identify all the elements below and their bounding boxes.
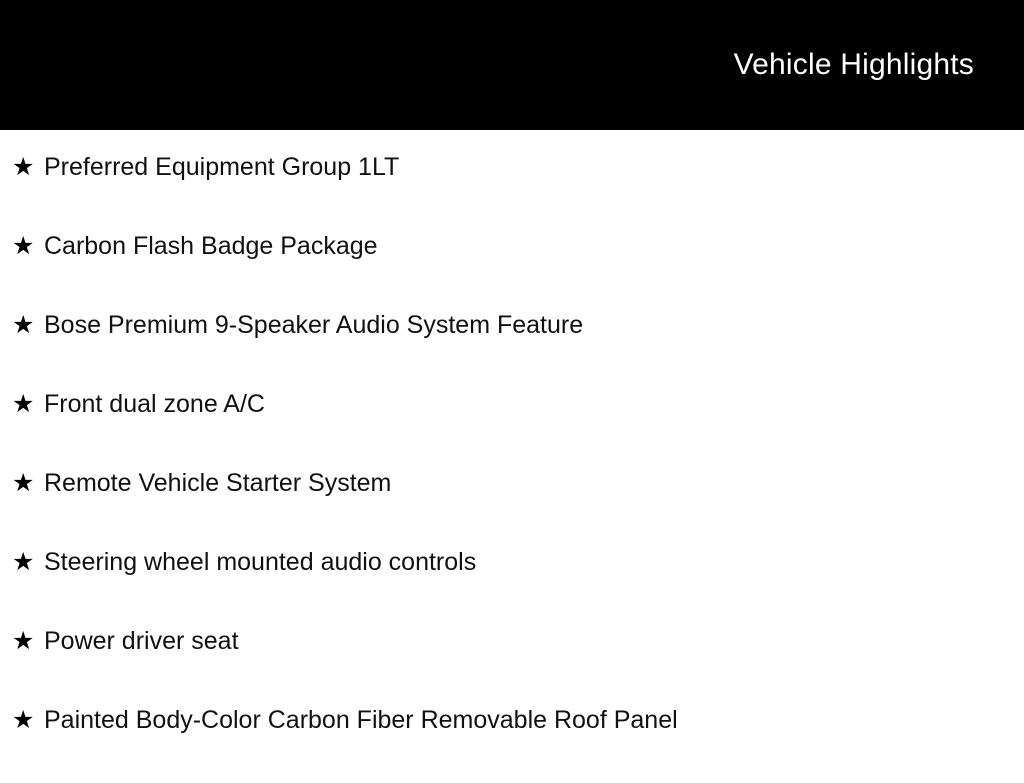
- highlight-label: Painted Body-Color Carbon Fiber Removable Roof Panel: [44, 706, 678, 734]
- highlight-label: Remote Vehicle Starter System: [44, 469, 392, 497]
- highlight-label: Power driver seat: [44, 627, 239, 655]
- star-icon: ★: [12, 153, 35, 181]
- star-icon: ★: [12, 706, 35, 734]
- header-bar: [0, 0, 1024, 130]
- list-item: [0, 388, 1024, 467]
- list-item: [0, 467, 1024, 546]
- star-icon: ★: [12, 469, 35, 497]
- star-icon: ★: [12, 390, 35, 418]
- list-item: [0, 230, 1024, 309]
- star-icon: ★: [12, 232, 35, 260]
- list-item: [0, 704, 1024, 783]
- star-icon: ★: [12, 627, 35, 655]
- page-title: Vehicle Highlights: [733, 48, 974, 81]
- highlight-label: Carbon Flash Badge Package: [44, 232, 378, 260]
- star-icon: ★: [12, 311, 35, 339]
- star-icon: ★: [12, 548, 35, 576]
- list-item: [0, 625, 1024, 704]
- list-item: [0, 546, 1024, 625]
- highlight-label: Preferred Equipment Group 1LT: [44, 153, 400, 181]
- list-item: [0, 151, 1024, 230]
- highlight-label: Front dual zone A/C: [44, 390, 265, 418]
- vehicle-highlights-list: [0, 130, 1024, 783]
- highlight-label: Bose Premium 9-Speaker Audio System Feature: [44, 311, 584, 339]
- list-item: [0, 309, 1024, 388]
- highlight-label: Steering wheel mounted audio controls: [44, 548, 477, 576]
